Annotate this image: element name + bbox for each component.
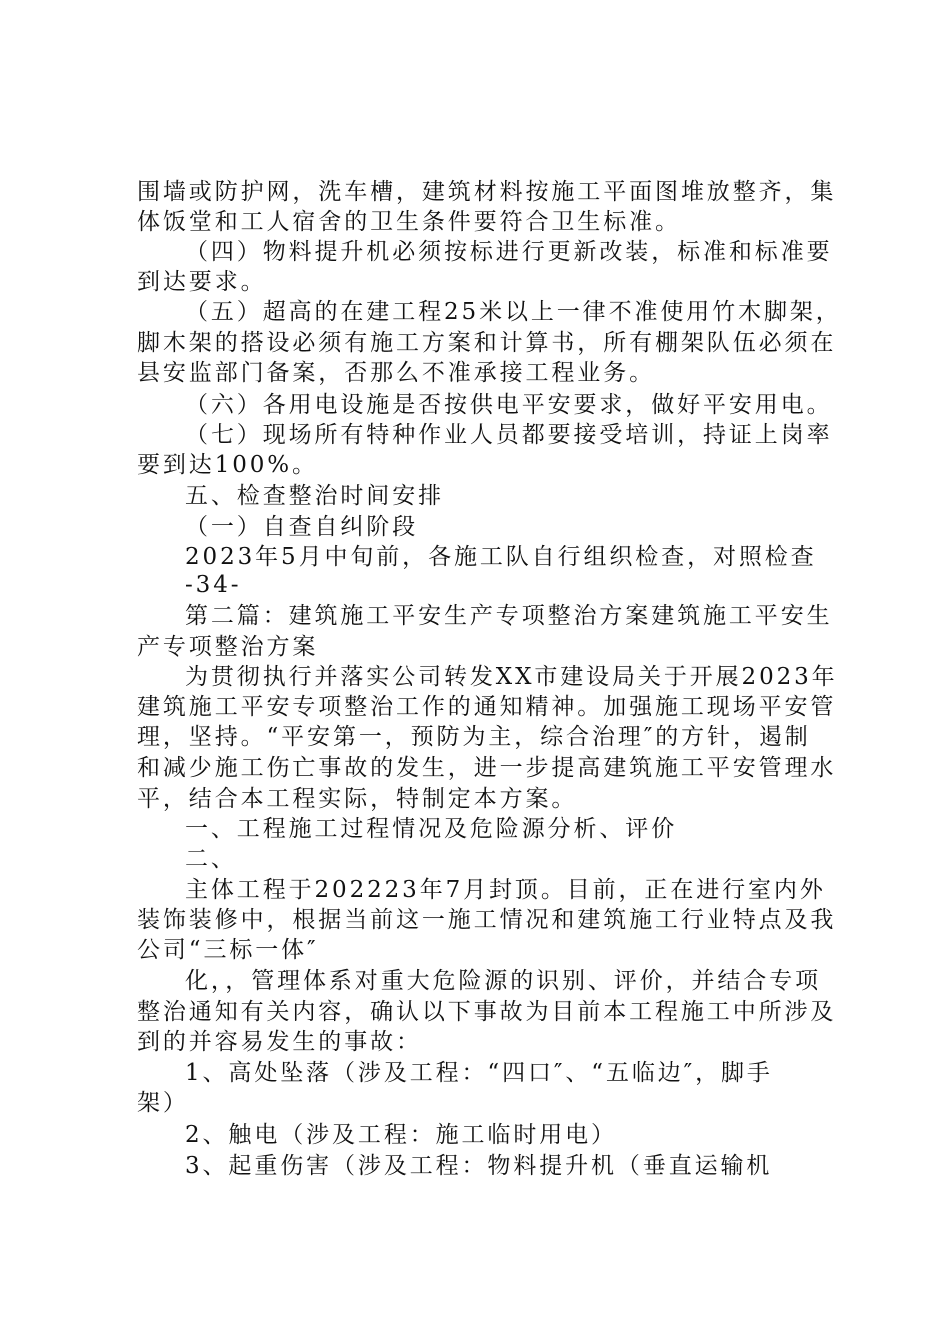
text-line: 公司“三标一体″ xyxy=(137,937,319,963)
chapter-title: 第二篇：建筑施工平安生产专项整治方案建筑施工平安生 xyxy=(185,603,833,629)
section-heading: 一、工程施工过程情况及危险源分析、评价 xyxy=(185,816,678,842)
text-line: 装饰装修中，根据当前这一施工情况和建筑施工行业特点及我 xyxy=(137,907,837,933)
text-line: 要到达100%。 xyxy=(137,452,318,478)
list-item: 3、起重伤害（涉及工程：物料提升机（垂直运输机 xyxy=(185,1153,773,1179)
text-line: （六）各用电设施是否按供电平安要求，做好平安用电。 xyxy=(185,392,833,418)
text-line: 和减少施工伤亡事故的发生，进一步提高建筑施工平安管理水 xyxy=(137,755,837,781)
text-line: 整治通知有关内容，确认以下事故为目前本工程施工中所涉及 xyxy=(137,999,837,1025)
text-line: 建筑施工平安专项整治工作的通知精神。加强施工现场平安管 xyxy=(137,694,837,720)
text-line: 围墙或防护网，洗车槽，建筑材料按施工平面图堆放整齐，集 xyxy=(137,179,837,205)
list-item: 架） xyxy=(137,1090,189,1116)
text-line: （四）物料提升机必须按标进行更新改装，标准和标准要 xyxy=(185,239,833,265)
text-line: 县安监部门备案，否那么不准承接工程业务。 xyxy=(137,360,655,386)
text-line: 主体工程于202223年7月封顶。目前，正在进行室内外 xyxy=(185,877,826,903)
text-line: 体饭堂和工人宿舍的卫生条件要符合卫生标准。 xyxy=(137,209,681,235)
text-line: 为贯彻执行并落实公司转发XX市建设局关于开展2023年 xyxy=(185,664,838,690)
text-line: 到达要求。 xyxy=(137,269,267,295)
section-heading: 五、检查整治时间安排 xyxy=(185,483,444,509)
list-item: 2、触电（涉及工程：施工临时用电） xyxy=(185,1122,617,1148)
text-line: （五）超高的在建工程25米以上一律不准使用竹木脚架， xyxy=(185,299,842,325)
chapter-title: 产专项整治方案 xyxy=(137,634,319,660)
sub-heading: （一）自查自纠阶段 xyxy=(185,514,419,540)
text-line: 理，坚持。“平安第一，预防为主，综合治理″的方针，遏制 xyxy=(137,724,811,750)
section-heading: 二、 xyxy=(185,846,237,872)
text-line: 脚木架的搭设必须有施工方案和计算书，所有棚架队伍必须在 xyxy=(137,330,837,356)
list-item: 1、高处坠落（涉及工程：“四口″、“五临边″，脚手 xyxy=(185,1060,773,1086)
text-line: 2023年5月中旬前，各施工队自行组织检查，对照检查 xyxy=(185,544,817,570)
text-line: 化，，管理体系对重大危险源的识别、评价，并结合专项 xyxy=(185,968,821,994)
text-line: （七）现场所有特种作业人员都要接受培训，持证上岗率 xyxy=(185,422,833,448)
text-line: 平，结合本工程实际，特制定本方案。 xyxy=(137,786,578,812)
text-line: 到的并容易发生的事故： xyxy=(137,1029,422,1055)
page-number: -34- xyxy=(185,572,242,598)
